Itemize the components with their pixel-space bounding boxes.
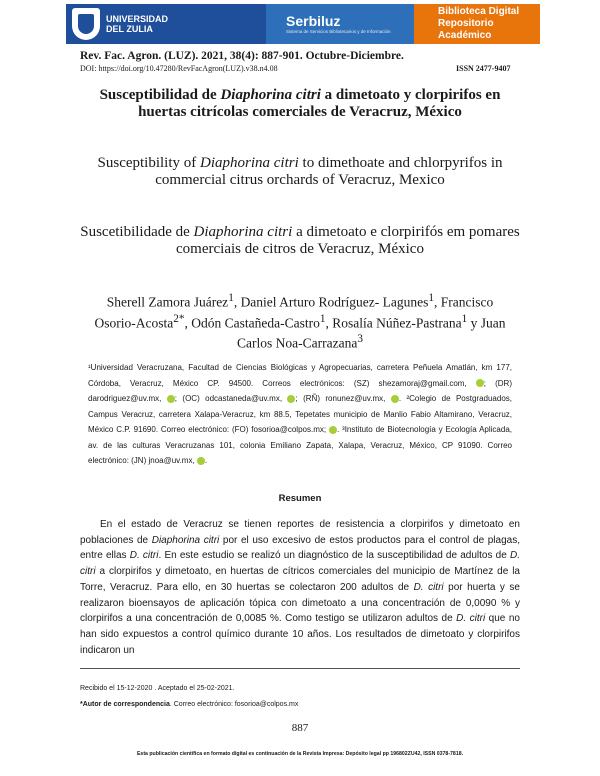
orcid-icon[interactable] — [476, 379, 484, 387]
doi-link[interactable]: DOI: https://doi.org/10.47280/RevFacAgron(LUZ).v38.n4.08 — [80, 64, 278, 73]
corresponding-author-note: *Autor de correspondencia. Correo electrónico: fosorioa@colpos.mx — [80, 701, 299, 708]
orcid-icon[interactable] — [197, 457, 205, 465]
journal-citation: Rev. Fac. Agron. (LUZ). 2021, 38(4): 887-901. Octubre-Diciembre. — [80, 50, 404, 62]
publication-footer: Esta publicación científica en formato digital es continuación de la Revista Impresa: Depósito legal pp 196802ZU42, ISSN 0378-7818. — [136, 751, 464, 757]
issn: ISSN 2477-9407 — [456, 64, 511, 73]
orcid-icon[interactable] — [329, 426, 337, 434]
title-spanish: Susceptibilidad de Diaphorina citri a dimetoato y clorpirifos en huertas citrícolas comerciales de Veracruz, México — [99, 87, 501, 120]
author: Daniel Arturo Rodríguez- Lagunes — [240, 294, 429, 310]
university-name-line2: DEL ZULIA — [106, 24, 153, 34]
biblioteca-digital-logo — [414, 4, 540, 44]
abstract-body: En el estado de Veracruz se tienen reportes de resistencia a clorpirifos y dimetoato en poblaciones de Diaphorina citri por el uso excesivo de estos productos para el control de plagas, entre ellas D. citri. En este estudio se realizó un diagnóstico de la susceptibilidad de adultos de D. citri a clorpirifos y dimetoato, en huertas de cítricos comerciales del municipio de Martínez de la Torre, Veracruz. Para ello, en 30 huertas se colectaron 200 adultos de D. citri por huerta y se realizaron bioensayos de aplicación tópica con dimetoato a una concentración de 0,0090 % y clorpirifos a una concentración de 0,0085 %. Como testigo se utilizaron adultos de D. citri que no han sido expuestos a control químico durante 10 años. Los resultados de dimetoato y clorpirifos indicaron un — [80, 519, 520, 656]
author: Rosalía Núñez-Pastrana — [332, 315, 462, 330]
repository-banner — [66, 4, 540, 44]
university-logo — [66, 4, 266, 44]
university-name-line1: UNIVERSIDAD — [106, 14, 169, 24]
title-english: Susceptibility of Diaphorina citri to dimethoate and chlorpyrifos in commercial citrus orchards of Veracruz, Mexico — [97, 155, 503, 188]
received-accepted-note: Recibido el 15-12-2020 . Aceptado el 25-02-2021. — [80, 685, 235, 692]
author: Juan Carlos Noa-Carrazana — [237, 315, 506, 351]
orcid-icon[interactable] — [391, 395, 399, 403]
author: Francisco Osorio-Acosta — [94, 294, 494, 330]
orcid-icon[interactable] — [167, 395, 175, 403]
author: Odón Castañeda-Castro — [191, 315, 320, 330]
biblioteca-line2: Repositorio Académico — [438, 18, 494, 41]
university-shield-icon — [72, 8, 100, 40]
serbiluz-logo — [266, 4, 414, 44]
author: Sherell Zamora Juárez — [106, 294, 229, 310]
author-list: Sherell Zamora Juárez$^1$, Daniel Arturo Rodríguez- Lagunes$^1$, Francisco Osorio-Acosta$^{2*}$, Odón Castañeda-Castro$^1$, Rosalía Núñez-Pastrana$^1$ y Juan Carlos Noa-Carrazana$^3$ — [94, 292, 506, 351]
abstract-heading: Resumen — [278, 493, 322, 504]
serbiluz-subtitle: Sistema de Servicios Bibliotecarios y de Información — [286, 29, 391, 34]
biblioteca-line1: Biblioteca Digital — [438, 6, 520, 17]
serbiluz-title: Serbiluz — [286, 13, 341, 29]
affiliations: ¹Universidad Veracruzana, Facultad de Ciencias Biológicas y Agropecuarias, carretera Peñuela Amatlán, km 177, Córdoba, Veracruz, México CP. 94500. Correos electrónicos: (SZ) shezamoraj@gmail.com, ; (DR) darodriguez@uv.mx, ; (OC) odcastaneda@uv.mx, ; (RÑ) ronunez@uv.mx, . ²Colegio de Postgraduados, Campus Veracruz, carretera Xalapa-Veracruz, km 88.5, Tepetates municipio de Manlio Fabio Altamirano, Veracruz, México C.P. 91690. Correo electrónico: (FO) fosorioa@colpos.mx; . ³Instituto de Biotecnología y Ecología Aplicada, av. de las culturas Veracruzanas 101, colonia Emiliano Zapata, Xalapa, Veracruz, México, CP 91090. Correo electrónico: (JN) jnoa@uv.mx, . — [88, 363, 513, 465]
page-number: 887 — [291, 722, 309, 734]
title-portuguese: Suscetibilidade de Diaphorina citri a dimetoato e clorpirifós em pomares comerciais de citros de Veracruz, México — [80, 224, 520, 257]
footnote-divider — [80, 668, 520, 669]
